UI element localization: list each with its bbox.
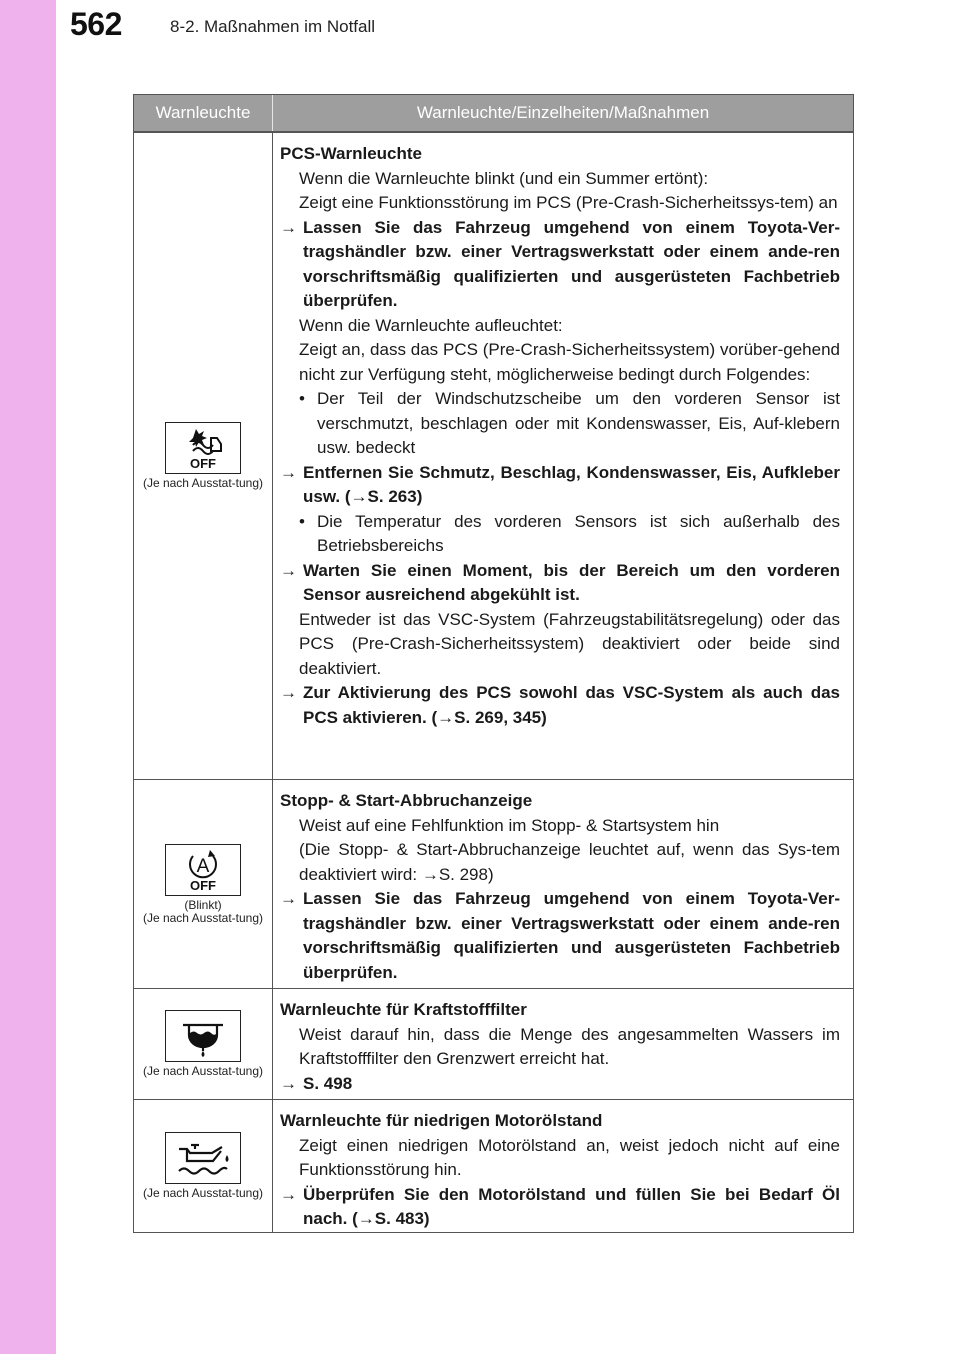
- table-row-pcs: [134, 132, 853, 779]
- arrow-icon: →: [280, 1073, 297, 1093]
- text-line: Wenn die Warnleuchte aufleuchtet:: [299, 315, 563, 335]
- action-text: Überprüfen Sie den Motorölstand und füllen Sie bei Bedarf Öl nach. (→S. 483): [303, 1184, 840, 1228]
- action-item: [280, 461, 840, 510]
- side-color-band: [0, 0, 56, 1354]
- equipment-note: (Je nach Ausstat-tung): [142, 1186, 264, 1200]
- action-item: [280, 1072, 840, 1097]
- action-item: [280, 681, 840, 730]
- row-title: Stopp- & Start-Abbruchanzeige: [280, 791, 533, 810]
- table-row-oil-level: [134, 1099, 853, 1232]
- text-line: Wenn die Warnleuchte blinkt (und ein Summer ertönt):: [299, 168, 709, 188]
- stop-start-off-label: OFF: [190, 877, 216, 893]
- details-cell: [273, 133, 853, 779]
- text-line: Entweder ist das VSC-System (Fahrzeugstabilitätsregelung) oder das PCS (Pre-Crash-Sicherheitssystem) deaktiviert oder beide sind deaktiviert.: [299, 609, 840, 678]
- bullet-icon: •: [299, 389, 305, 408]
- arrow-icon: →: [280, 217, 297, 237]
- arrow-icon: →: [280, 683, 297, 702]
- section-title: 8-2. Maßnahmen im Notfall: [170, 17, 376, 36]
- column-header-warnleuchte: Warnleuchte: [134, 95, 273, 131]
- icon-cell: [134, 133, 273, 779]
- row-title: Warnleuchte für Kraftstofffilter: [280, 1000, 527, 1019]
- action-text: Entfernen Sie Schmutz, Beschlag, Kondenswasser, Eis, Aufkleber usw. (→S. 263): [303, 462, 840, 506]
- stop-start-glyph: A: [196, 855, 210, 877]
- text-line: (Die Stopp- & Start-Abbruchanzeige leuchtet auf, wenn das Sys-tem deaktiviert wird: →S. 298): [299, 840, 840, 884]
- row-title: Warnleuchte für niedrigen Motorölstand: [280, 1111, 603, 1130]
- bullet-text: Der Teil der Windschutzscheibe um den vorderen Sensor ist verschmutzt, beschlagen oder mit Kondenswasser, Eis, Auf-klebern usw. bedeckt: [317, 389, 840, 457]
- equipment-note: (Je nach Ausstat-tung): [142, 910, 264, 925]
- action-item: [280, 887, 840, 985]
- text-line: Weist darauf hin, dass die Menge des angesammelten Wassers im Kraftstofffilter den Grenzwert erreicht hat.: [299, 1024, 840, 1068]
- icon-cell: [134, 989, 273, 1099]
- table-row-stop-start: [134, 779, 853, 988]
- arrow-icon: →: [280, 889, 297, 908]
- text-line: Zeigt einen niedrigen Motorölstand an, weist jedoch nicht auf eine Funktionsstörung hin.: [299, 1135, 840, 1179]
- action-text: Warten Sie einen Moment, bis der Bereich um den vorderen Sensor ausreichend abgekühlt ist.: [303, 560, 840, 604]
- row-title: PCS-Warnleuchte: [280, 144, 423, 163]
- bullet-item: [280, 387, 840, 461]
- stop-start-off-icon: [165, 844, 241, 896]
- action-item: [280, 1183, 840, 1232]
- bullet-item: [280, 510, 840, 559]
- fuel-filter-icon: [165, 1010, 241, 1062]
- details-cell: [273, 780, 853, 988]
- arrow-icon: →: [280, 560, 297, 580]
- table-row-fuel-filter: [134, 988, 853, 1099]
- icon-cell: [134, 1100, 273, 1232]
- arrow-icon: →: [280, 462, 297, 482]
- text-line: Weist auf eine Fehlfunktion im Stopp- & Startsystem hin: [299, 815, 720, 835]
- action-text: Lassen Sie das Fahrzeug umgehend von einem Toyota-Ver-tragshändler bzw. einer Vertragswerkstatt oder einem ande-ren vorschriftsmäßig qualifizierten und ausgerüsteten Fachbetrieb überprüfen.: [303, 217, 840, 310]
- bullet-text: Die Temperatur des vorderen Sensors ist sich außerhalb des Betriebsbereichs: [317, 511, 840, 555]
- action-text: Zur Aktivierung des PCS sowohl das VSC-System als auch das PCS aktivieren. (→S. 269, 345): [303, 683, 840, 727]
- arrow-icon: →: [280, 1184, 297, 1204]
- action-text: S. 498: [303, 1073, 353, 1093]
- action-item: [280, 559, 840, 608]
- pcs-off-icon: [165, 422, 241, 474]
- column-header-details: Warnleuchte/Einzelheiten/Maßnahmen: [416, 103, 710, 122]
- icon-cell: [134, 780, 273, 988]
- details-cell: [273, 1100, 853, 1232]
- table-header: [134, 95, 853, 132]
- text-line: Zeigt eine Funktionsstörung im PCS (Pre-Crash-Sicherheitssys-tem) an: [299, 193, 838, 212]
- equipment-note: (Je nach Ausstat-tung): [142, 476, 264, 490]
- bullet-icon: •: [299, 511, 305, 531]
- equipment-note: (Je nach Ausstat-tung): [142, 1064, 264, 1078]
- page-number: 562: [70, 6, 122, 42]
- warning-light-table: [133, 94, 854, 1233]
- details-cell: [273, 989, 853, 1099]
- action-item: [280, 216, 840, 314]
- oil-level-icon: [165, 1132, 241, 1184]
- action-text: Lassen Sie das Fahrzeug umgehend von einem Toyota-Ver-tragshändler bzw. einer Vertragswerkstatt oder einem ande-ren vorschriftsmäßig qualifizierten und ausgerüsteten Fachbetrieb überprüfen.: [303, 889, 840, 982]
- text-line: Zeigt an, dass das PCS (Pre-Crash-Sicherheitssystem) vorüber-gehend nicht zur Verfügung steht, möglicherweise bedingt durch Folgendes:: [299, 340, 840, 384]
- blink-note: (Blinkt): [184, 897, 222, 912]
- pcs-off-label: OFF: [190, 456, 216, 471]
